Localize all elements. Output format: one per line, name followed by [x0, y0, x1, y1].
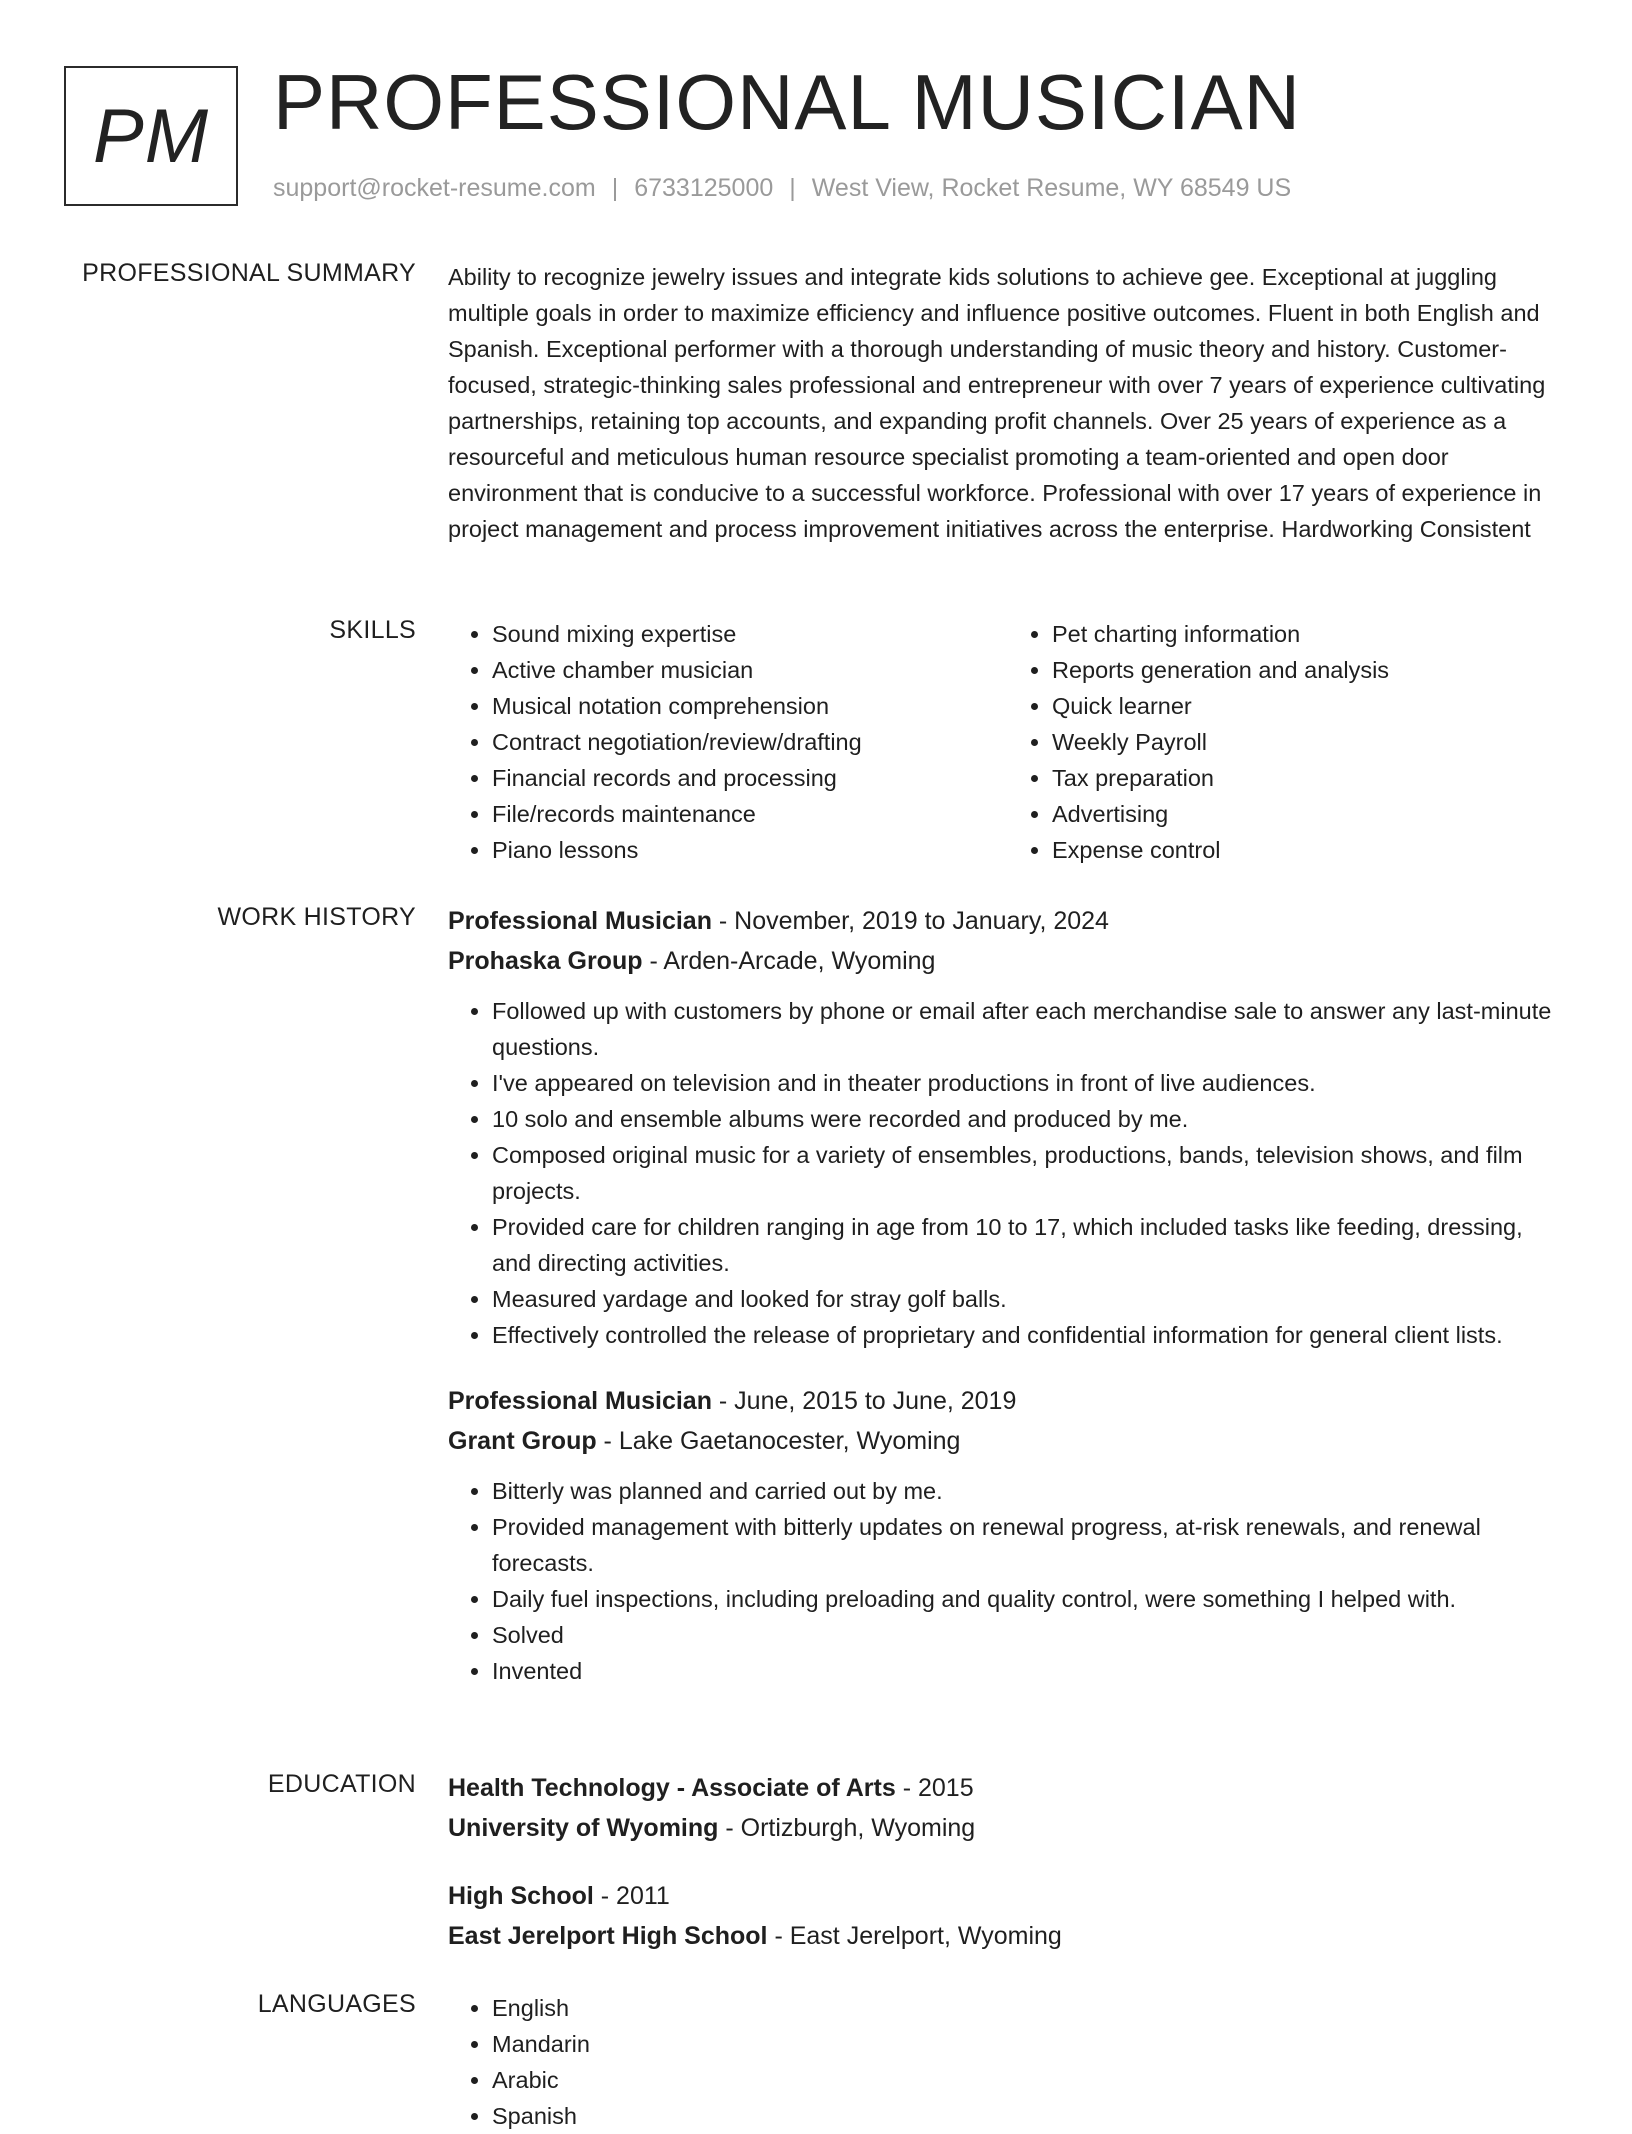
education-degree-line — [448, 1768, 1568, 1808]
skill-item: • Financial records and processing — [492, 760, 1008, 796]
education-school: University of Wyoming — [448, 1814, 719, 1842]
job-duty: • Measured yardage and looked for stray golf balls. — [492, 1281, 1568, 1317]
initials-monogram — [64, 66, 238, 206]
job-company: Prohaska Group — [448, 947, 643, 975]
education-degree: Health Technology - Associate of Arts — [448, 1774, 896, 1802]
job-title: Professional Musician — [448, 907, 712, 935]
education-school-line — [448, 1916, 1568, 1956]
candidate-name: PROFESSIONAL MUSICIAN — [273, 58, 1301, 146]
skills-heading: SKILLS — [329, 616, 416, 644]
job-duty: • 10 solo and ensemble albums were recorded and produced by me. — [492, 1101, 1568, 1137]
skills-columns — [448, 616, 1568, 868]
job-duties-list — [448, 993, 1568, 1353]
skill-item: • Weekly Payroll — [1052, 724, 1568, 760]
skills-list-left — [448, 616, 1008, 868]
job-title: Professional Musician — [448, 1387, 712, 1415]
skills-body — [448, 616, 1568, 868]
skill-item: • Musical notation comprehension — [492, 688, 1008, 724]
skill-item: • Pet charting information — [1052, 616, 1568, 652]
education-location: - Ortizburgh, Wyoming — [718, 1814, 976, 1842]
job-company: Grant Group — [448, 1427, 597, 1455]
skill-item: • File/records maintenance — [492, 796, 1008, 832]
contact-separator: | — [611, 174, 619, 202]
languages-list — [448, 1990, 1568, 2134]
education-school-line — [448, 1808, 1568, 1848]
language-item: • Arabic — [492, 2062, 1568, 2098]
education-school: East Jerelport High School — [448, 1922, 768, 1950]
summary-heading: PROFESSIONAL SUMMARY — [82, 259, 416, 287]
skill-item: • Reports generation and analysis — [1052, 652, 1568, 688]
job-duty: • Invented — [492, 1653, 1568, 1689]
education-entry — [448, 1876, 1568, 1956]
skill-item: • Tax preparation — [1052, 760, 1568, 796]
education-body — [448, 1768, 1568, 1956]
education-heading: EDUCATION — [267, 1770, 416, 1798]
skill-item: • Contract negotiation/review/drafting — [492, 724, 1008, 760]
job-dates: - June, 2015 to June, 2019 — [711, 1387, 1017, 1415]
skills-list-right — [1008, 616, 1568, 868]
job-duty: • Provided care for children ranging in age from 10 to 17, which included tasks like feeding, dressing, and directing activities. — [492, 1209, 1568, 1281]
languages-body — [448, 1990, 1568, 2134]
job-location: - Arden-Arcade, Wyoming — [642, 947, 936, 975]
contact-phone[interactable]: 6733125000 — [634, 174, 774, 202]
job-entry — [448, 1381, 1568, 1689]
job-title-line — [448, 1381, 1568, 1421]
job-duty: • Composed original music for a variety of ensembles, productions, bands, television shows, and film projects. — [492, 1137, 1568, 1209]
contact-email[interactable]: support@rocket-resume.com — [273, 174, 596, 202]
work-history-body — [448, 901, 1568, 1689]
skill-item: • Sound mixing expertise — [492, 616, 1008, 652]
job-duty: • I've appeared on television and in theater productions in front of live audiences. — [492, 1065, 1568, 1101]
education-degree-line — [448, 1876, 1568, 1916]
education-entry — [448, 1768, 1568, 1848]
job-location: - Lake Gaetanocester, Wyoming — [596, 1427, 961, 1455]
skill-item: • Expense control — [1052, 832, 1568, 868]
job-duty: • Daily fuel inspections, including preloading and quality control, were something I helped with. — [492, 1581, 1568, 1617]
skill-item: • Active chamber musician — [492, 652, 1008, 688]
language-item: • Spanish — [492, 2098, 1568, 2134]
job-duties-list — [448, 1473, 1568, 1689]
job-dates: - November, 2019 to January, 2024 — [711, 907, 1109, 935]
contact-line — [273, 174, 1291, 203]
language-item: • Mandarin — [492, 2026, 1568, 2062]
contact-address: West View, Rocket Resume, WY 68549 US — [811, 174, 1292, 202]
language-item: • English — [492, 1990, 1568, 2026]
skill-item: • Piano lessons — [492, 832, 1008, 868]
skill-item: • Quick learner — [1052, 688, 1568, 724]
education-year: - 2015 — [895, 1774, 974, 1802]
education-location: - East Jerelport, Wyoming — [767, 1922, 1062, 1950]
job-duty: • Provided management with bitterly updates on renewal progress, at-risk renewals, and renewal forecasts. — [492, 1509, 1568, 1581]
job-entry — [448, 901, 1568, 1353]
job-duty: • Bitterly was planned and carried out by me. — [492, 1473, 1568, 1509]
education-year: - 2011 — [593, 1882, 670, 1910]
job-duty: • Effectively controlled the release of proprietary and confidential information for general client lists. — [492, 1317, 1568, 1353]
skill-item: • Advertising — [1052, 796, 1568, 832]
education-degree: High School — [448, 1882, 594, 1910]
contact-separator: | — [789, 174, 796, 202]
languages-heading: LANGUAGES — [257, 1990, 416, 2018]
work-history-heading: WORK HISTORY — [217, 903, 416, 931]
summary-body — [448, 259, 1568, 547]
summary-text: Ability to recognize jewelry issues and integrate kids solutions to achieve gee. Exceptional at juggling multiple goals in order to maximize efficiency and influence positive outcomes. Fluent in both English and Spanish. Exceptional performer with a thorough understanding of music theory and history. Customer-focused, strategic-thinking sales professional and entrepreneur with over 7 years of experience cultivating partnerships, retaining top accounts, and expanding profit channels. Over 25 years of experience as a resourceful and meticulous human resource specialist promoting a team-oriented and open door environment that is conducive to a successful workforce. Professional with over 17 years of experience in project management and process improvement initiatives across the enterprise. Hardworking Consistent — [448, 264, 1546, 542]
job-company-line — [448, 941, 1568, 981]
job-title-line — [448, 901, 1568, 941]
job-duty: • Followed up with customers by phone or email after each merchandise sale to answer any last-minute questions. — [492, 993, 1568, 1065]
initials-text: PM — [93, 93, 209, 179]
job-company-line — [448, 1421, 1568, 1461]
job-duty: • Solved — [492, 1617, 1568, 1653]
